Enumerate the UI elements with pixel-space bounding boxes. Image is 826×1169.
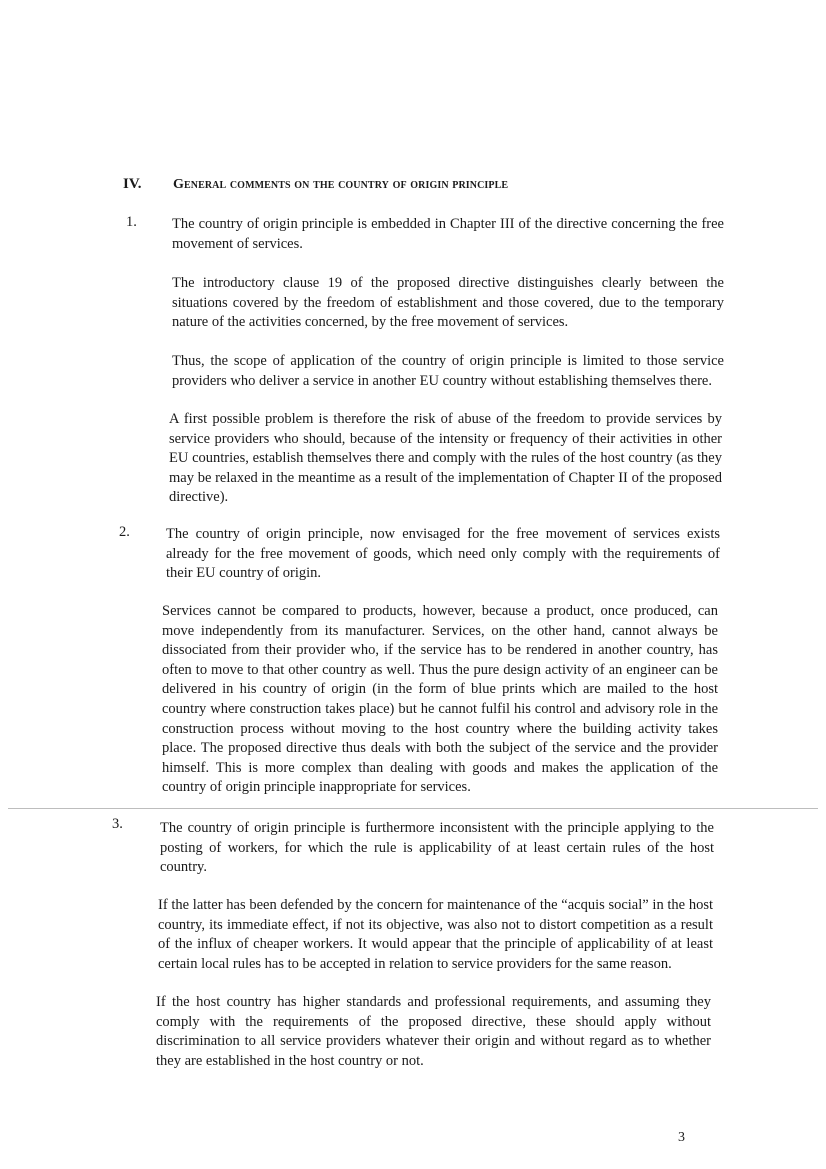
item-number: 2. — [119, 524, 130, 540]
paragraph: The country of origin principle is furthermore inconsistent with the principle applying to the posting of workers, for which the rule is applicability of at least certain rules of the host country. — [160, 820, 714, 876]
paragraph: The introductory clause 19 of the proposed directive distinguishes clearly between the situations covered by the freedom of establishment and those covered, due to the temporary nature of the activities concerned, by the free movement of services. — [172, 275, 724, 331]
paragraph: If the host country has higher standards and professional requirements, and assuming they comply with the requirements of the proposed directive, these should apply without discrimination to all service providers whatever their origin and without regard as to whether they are established in the host country or not. — [156, 994, 711, 1069]
item-number: 1. — [126, 214, 137, 230]
paragraph: The country of origin principle, now envisaged for the free movement of services exists already for the free movement of goods, which need only comply with the requirements of their EU country of origin. — [166, 526, 720, 582]
divider-line — [8, 808, 818, 809]
paragraph: Thus, the scope of application of the country of origin principle is limited to those service providers who deliver a service in another EU country without establishing themselves there. — [172, 353, 724, 389]
section-number: IV. — [123, 176, 142, 192]
section-title: General comments on the country of origin principle — [173, 177, 509, 192]
paragraph: If the latter has been defended by the concern for maintenance of the “acquis social” in the host country, its immediate effect, if not its objective, was also not to distort competition as a result of the influx of cheaper workers. It would appear that the principle of applicability of at least certain local rules has to be accepted in relation to service providers for the same reason. — [158, 897, 713, 972]
paragraph: Services cannot be compared to products, however, because a product, once produced, can move independently from its manufacturer. Services, on the other hand, cannot always be dissociated from their provider who, if the service has to be rendered in another country, has often to move to that other country as well. Thus the pure design activity of an engineer can be delivered in his country of origin (in the form of blue prints which are mailed to the host country where construction takes place) but he cannot fulfil his control and advisory role in the construction process without moving to the host country where the building activity takes place. The proposed directive thus deals with both the subject of the service and the provider himself. This is more complex than dealing with goods and makes the application of the country of origin principle inappropriate for services. — [162, 603, 718, 796]
page-number: 3 — [678, 1130, 685, 1145]
paragraph: The country of origin principle is embedded in Chapter III of the directive concerning the free movement of services. — [172, 216, 724, 252]
paragraph: A first possible problem is therefore the risk of abuse of the freedom to provide services by service providers who should, because of the intensity or frequency of their activities in other EU countries, establish themselves there and comply with the rules of the host country (as they may be relaxed in the meantime as a result of the implementation of Chapter II of the proposed directive). — [169, 411, 722, 506]
item-number: 3. — [112, 816, 123, 832]
